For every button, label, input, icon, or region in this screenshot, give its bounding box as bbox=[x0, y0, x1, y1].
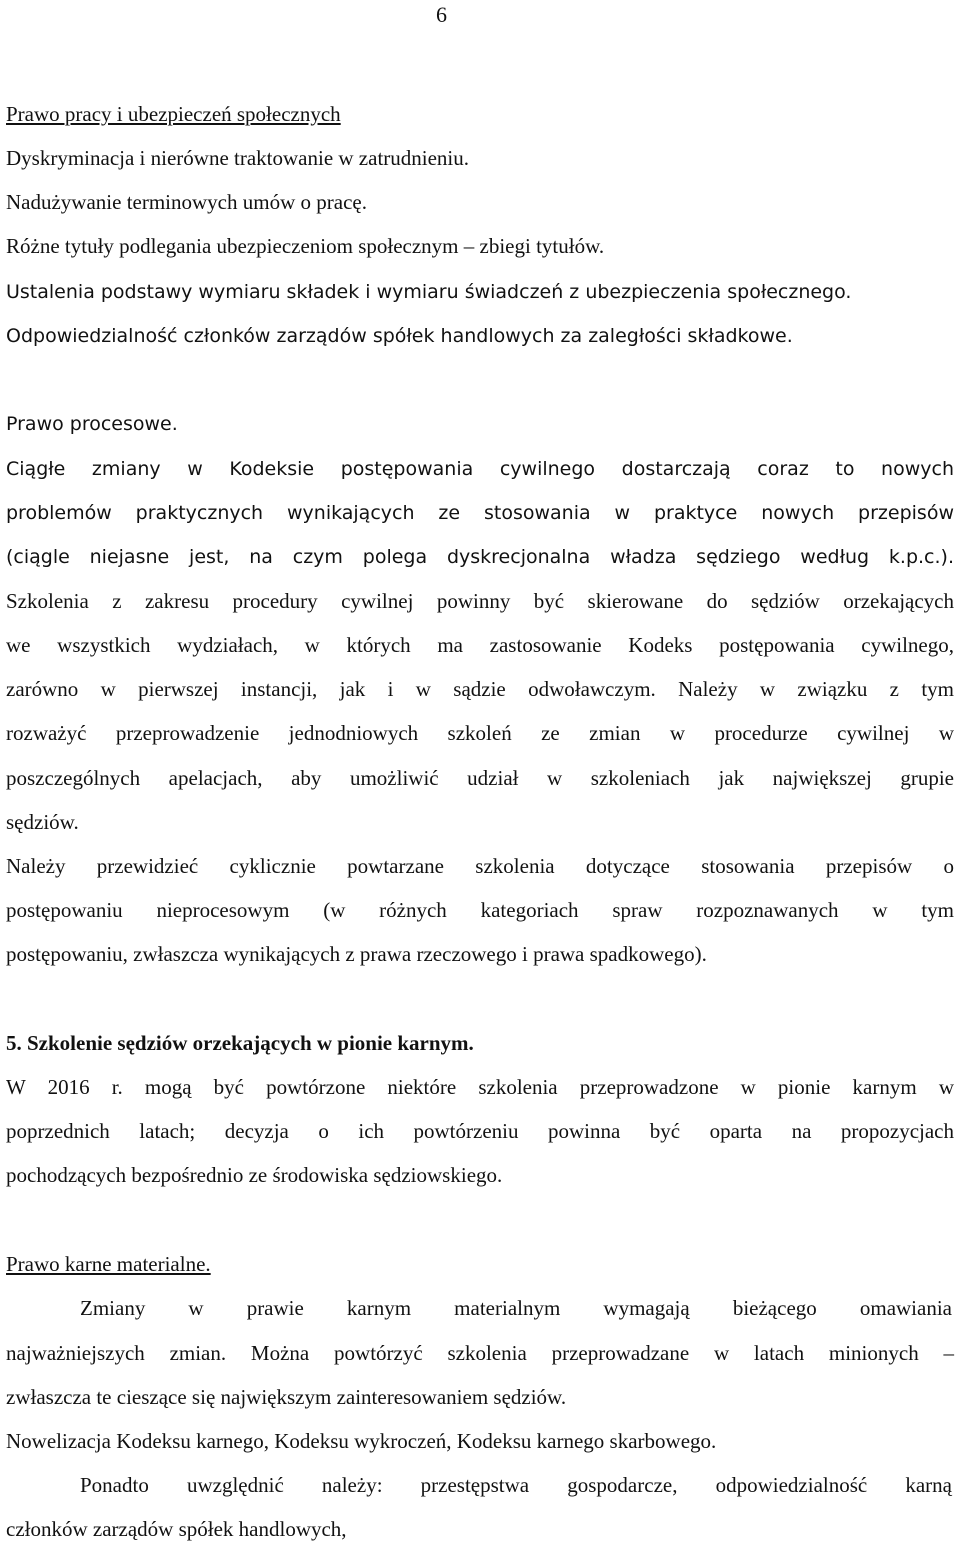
procedural-line-9: sędziów. bbox=[6, 810, 79, 834]
procedural-line-7: rozważyć przeprowadzenie jednodniowych szkoleń ze zmian w procedurze cywilnej w bbox=[6, 721, 954, 745]
criminal-line-3: pochodzących bezpośrednio ze środowiska sędziowskiego. bbox=[6, 1163, 503, 1187]
substantive-line-2: najważniejszych zmian. Można powtórzyć szkolenia przeprowadzane w latach minionych – bbox=[6, 1341, 954, 1365]
labor-line-2: Nadużywanie terminowych umów o pracę. bbox=[6, 190, 367, 214]
substantive-line-6: członków zarządów spółek handlowych, bbox=[6, 1517, 347, 1541]
labor-line-5: Odpowiedzialność członków zarządów spółek handlowych za zaległości składkowe. bbox=[6, 325, 793, 347]
criminal-section-heading: 5. Szkolenie sędziów orzekających w pionie karnym. bbox=[6, 1031, 474, 1055]
labor-line-4: Ustalenia podstawy wymiaru składek i wymiaru świadczeń z ubezpieczenia społecznego. bbox=[6, 281, 852, 303]
procedural-line-3: (ciągle niejasne jest, na czym polega dyskrecjonalna władza sędziego według k.p.c.). bbox=[6, 546, 954, 568]
procedural-line-6: zarówno w pierwszej instancji, jak i w sądzie odwoławczym. Należy w związku z tym bbox=[6, 677, 954, 701]
procedural-line-8: poszczególnych apelacjach, aby umożliwić udział w szkoleniach jak największej grupie bbox=[6, 766, 954, 790]
procedural-section-heading: Prawo procesowe. bbox=[6, 413, 178, 435]
procedural-line-10: Należy przewidzieć cyklicznie powtarzane szkolenia dotyczące stosowania przepisów o bbox=[6, 854, 954, 878]
labor-section-heading: Prawo pracy i ubezpieczeń społecznych bbox=[6, 102, 341, 126]
procedural-line-1: Ciągłe zmiany w Kodeksie postępowania cywilnego dostarczają coraz to nowych bbox=[6, 458, 954, 480]
criminal-line-2: poprzednich latach; decyzja o ich powtórzeniu powinna być oparta na propozycjach bbox=[6, 1119, 954, 1143]
criminal-line-1: W 2016 r. mogą być powtórzone niektóre szkolenia przeprowadzone w pionie karnym w bbox=[6, 1075, 954, 1099]
procedural-line-2: problemów praktycznych wynikających ze stosowania w praktyce nowych przepisów bbox=[6, 502, 954, 524]
procedural-line-11: postępowaniu nieprocesowym (w różnych kategoriach spraw rozpoznawanych w tym bbox=[6, 898, 954, 922]
procedural-line-5: we wszystkich wydziałach, w których ma zastosowanie Kodeks postępowania cywilnego, bbox=[6, 633, 954, 657]
page-number: 6 bbox=[436, 2, 447, 27]
substantive-line-1: Zmiany w prawie karnym materialnym wymagają bieżącego omawiania bbox=[80, 1296, 952, 1320]
procedural-line-12: postępowaniu, zwłaszcza wynikających z prawa rzeczowego i prawa spadkowego). bbox=[6, 942, 707, 966]
substantive-section-heading: Prawo karne materialne. bbox=[6, 1252, 211, 1276]
substantive-line-5: Ponadto uwzględnić należy: przestępstwa gospodarcze, odpowiedzialność karną bbox=[80, 1473, 952, 1497]
substantive-line-3: zwłaszcza te cieszące się największym zainteresowaniem sędziów. bbox=[6, 1385, 567, 1409]
labor-line-1: Dyskryminacja i nierówne traktowanie w zatrudnieniu. bbox=[6, 146, 470, 170]
procedural-line-4: Szkolenia z zakresu procedury cywilnej powinny być skierowane do sędziów orzekających bbox=[6, 589, 954, 613]
substantive-line-4: Nowelizacja Kodeksu karnego, Kodeksu wykroczeń, Kodeksu karnego skarbowego. bbox=[6, 1429, 717, 1453]
labor-line-3: Różne tytuły podlegania ubezpieczeniom społecznym – zbiegi tytułów. bbox=[6, 234, 605, 258]
